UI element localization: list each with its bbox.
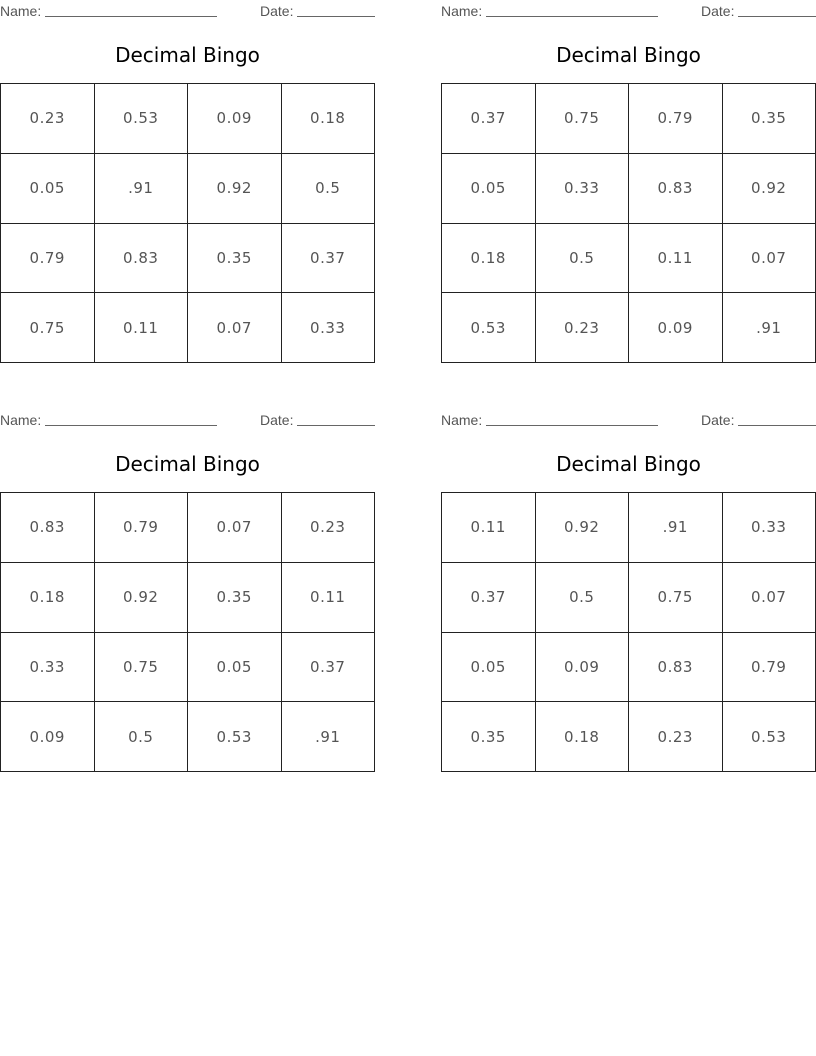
bingo-cell: 0.05: [1, 154, 95, 224]
bingo-cell: 0.09: [1, 702, 95, 772]
bingo-cell: 0.33: [536, 154, 630, 224]
bingo-cell: 0.09: [536, 633, 630, 703]
bingo-cell: 0.35: [723, 84, 816, 154]
card-header: [441, 411, 816, 429]
bingo-cell: .91: [95, 154, 189, 224]
bingo-cell: 0.53: [95, 84, 189, 154]
name-label: Name:: [441, 412, 483, 428]
bingo-cell: 0.18: [282, 84, 376, 154]
name-label: Name:: [441, 3, 483, 19]
bingo-cell: .91: [282, 702, 376, 772]
bingo-cell: 0.75: [1, 293, 95, 363]
bingo-cell: 0.92: [723, 154, 816, 224]
bingo-cell: 0.23: [536, 293, 630, 363]
bingo-cell: 0.79: [95, 493, 189, 563]
bingo-cell: 0.53: [188, 702, 282, 772]
bingo-cell: 0.53: [442, 293, 536, 363]
bingo-cell: .91: [629, 493, 723, 563]
bingo-cell: 0.33: [1, 633, 95, 703]
date-blank-line: [297, 425, 375, 426]
date-blank-line: [297, 16, 375, 17]
card-title: Decimal Bingo: [115, 452, 260, 476]
name-label: Name:: [0, 412, 42, 428]
card-title: Decimal Bingo: [115, 43, 260, 67]
bingo-cell: 0.83: [95, 224, 189, 294]
bingo-cell: 0.75: [95, 633, 189, 703]
bingo-cell: 0.53: [723, 702, 816, 772]
bingo-cell: 0.18: [442, 224, 536, 294]
bingo-cell: 0.23: [282, 493, 376, 563]
bingo-cell: 0.05: [442, 154, 536, 224]
bingo-cell: 0.33: [282, 293, 376, 363]
card-title: Decimal Bingo: [556, 43, 701, 67]
bingo-cell: 0.07: [723, 224, 816, 294]
name-blank-line: [486, 425, 658, 426]
bingo-cell: 0.75: [536, 84, 630, 154]
bingo-card: [441, 409, 816, 774]
bingo-cell: 0.07: [188, 293, 282, 363]
bingo-cell: 0.23: [1, 84, 95, 154]
bingo-cell: 0.07: [188, 493, 282, 563]
bingo-cell: 0.92: [536, 493, 630, 563]
card-header: [441, 2, 816, 20]
bingo-cell: 0.09: [188, 84, 282, 154]
bingo-cell: 0.37: [442, 84, 536, 154]
bingo-cell: 0.37: [282, 633, 376, 703]
bingo-cell: 0.5: [95, 702, 189, 772]
bingo-cell: 0.35: [442, 702, 536, 772]
date-label: Date:: [260, 412, 294, 428]
name-blank-line: [45, 16, 217, 17]
bingo-cell: 0.23: [629, 702, 723, 772]
bingo-card: [0, 409, 375, 774]
bingo-card: [441, 0, 816, 365]
bingo-cell: 0.11: [442, 493, 536, 563]
bingo-cell: 0.07: [723, 563, 816, 633]
bingo-cell: 0.18: [536, 702, 630, 772]
bingo-cell: .91: [723, 293, 816, 363]
bingo-cell: 0.11: [282, 563, 376, 633]
bingo-cell: 0.33: [723, 493, 816, 563]
card-header: [0, 2, 375, 20]
name-label: Name:: [0, 3, 42, 19]
bingo-grid: [0, 83, 375, 363]
card-title: Decimal Bingo: [556, 452, 701, 476]
date-blank-line: [738, 425, 816, 426]
bingo-cell: 0.83: [629, 154, 723, 224]
bingo-cell: 0.09: [629, 293, 723, 363]
bingo-cell: 0.79: [1, 224, 95, 294]
bingo-cell: 0.11: [95, 293, 189, 363]
bingo-cell: 0.37: [442, 563, 536, 633]
bingo-grid: [441, 492, 816, 772]
bingo-card: [0, 0, 375, 365]
bingo-cell: 0.35: [188, 224, 282, 294]
bingo-cell: 0.83: [1, 493, 95, 563]
bingo-cell: 0.92: [188, 154, 282, 224]
bingo-grid: [0, 492, 375, 772]
bingo-cell: 0.5: [536, 224, 630, 294]
bingo-cell: 0.18: [1, 563, 95, 633]
date-blank-line: [738, 16, 816, 17]
bingo-cell: 0.83: [629, 633, 723, 703]
name-blank-line: [486, 16, 658, 17]
date-label: Date:: [701, 3, 735, 19]
date-label: Date:: [701, 412, 735, 428]
bingo-cell: 0.5: [536, 563, 630, 633]
bingo-grid: [441, 83, 816, 363]
bingo-cell: 0.79: [723, 633, 816, 703]
bingo-cell: 0.05: [442, 633, 536, 703]
bingo-cell: 0.11: [629, 224, 723, 294]
bingo-cell: 0.05: [188, 633, 282, 703]
bingo-cell: 0.79: [629, 84, 723, 154]
bingo-cell: 0.92: [95, 563, 189, 633]
name-blank-line: [45, 425, 217, 426]
date-label: Date:: [260, 3, 294, 19]
card-header: [0, 411, 375, 429]
bingo-cell: 0.5: [282, 154, 376, 224]
bingo-cell: 0.75: [629, 563, 723, 633]
bingo-cell: 0.37: [282, 224, 376, 294]
bingo-cell: 0.35: [188, 563, 282, 633]
